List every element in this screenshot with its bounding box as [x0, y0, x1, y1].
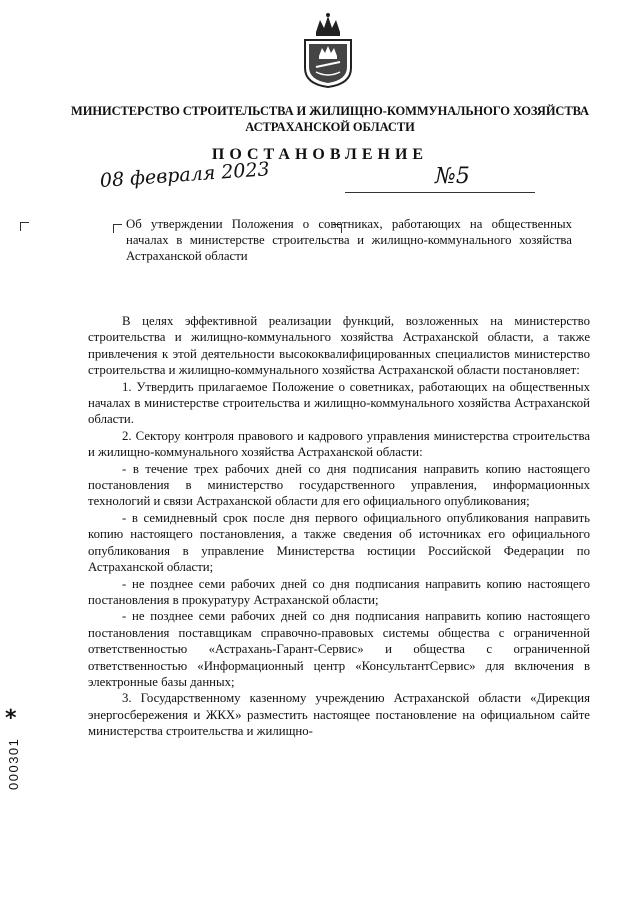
document-type: ПОСТАНОВЛЕНИЕ — [211, 146, 429, 163]
document-subject: Об утверждении Положения о советниках, работающих на общественных началах в министерстве строительства и жилищно-коммунального хозяйства Астраханской области — [126, 217, 572, 263]
number-underline — [345, 192, 535, 193]
ministry-name — [70, 103, 590, 135]
corner-mark-subject-left — [113, 224, 122, 233]
document-number: №5 — [435, 164, 470, 189]
corner-mark-left — [20, 222, 29, 231]
margin-serial-code: 000301 — [6, 737, 21, 790]
paragraph-item-2-sub-2: - в семидневный срок после дня первого официального опубликования направить копию настоящего постановления, а также сведения об источниках его официального опубликования в управление Министерства юстиции Российской Федерации по Астраханской области; — [88, 510, 590, 575]
ministry-line-1: МИНИСТЕРСТВО СТРОИТЕЛЬСТВА И ЖИЛИЩНО-КОММУНАЛЬНОГО ХОЗЯЙСТВА — [71, 104, 589, 118]
document-body — [88, 313, 590, 740]
paragraph-item-2: 2. Сектору контроля правового и кадрового управления министерства строительства и жилищно-коммунального хозяйства Астраханской области: — [88, 428, 590, 460]
paragraph-item-2-sub-1: - в течение трех рабочих дней со дня подписания направить копию настоящего постановления в министерство государственного управления, информационных технологий и связи Астраханской области для его официального опубликования; — [88, 461, 590, 509]
document-date: 08 февраля 2023 — [99, 158, 271, 192]
paragraph-preamble: В целях эффективной реализации функций, возложенных на министерство строительства и жилищно-коммунального хозяйства Астраханской области, а также привлечения к этой деятельности высококвалифицированных специалистов министерство строительства и жилищно-коммунального хозяйства Астраханской области постановляет: — [88, 314, 590, 378]
paragraph-item-3: 3. Государственному казенному учреждению Астраханской области «Дирекция энергосбережения и ЖКХ» разместить настоящее постановление на официальном сайте министерства строительства и жилищно- — [88, 691, 590, 739]
paragraph-item-1: 1. Утвердить прилагаемое Положение о советниках, работающих на общественных началах в министерстве строительства и жилищно-коммунального хозяйства Астраханской области. — [88, 379, 590, 427]
paragraph-item-2-sub-4: - не позднее семи рабочих дней со дня подписания направить копию настоящего постановления поставщикам справочно-правовых системы общества с ограниченной ответственностью «Астрахань-Гарант-Сервис» и общества с ограниченной ответственностью «Информационный центр «КонсультантСервис» для включения в электронные базы данных; — [88, 609, 590, 689]
margin-star-mark: * — [5, 706, 17, 731]
coat-of-arms-icon — [302, 12, 354, 88]
paragraph-item-2-sub-3: - не позднее семи рабочих дней со дня подписания направить копию настоящего постановления в прокуратуру Астраханской области; — [88, 576, 590, 607]
ministry-line-2: АСТРАХАНСКОЙ ОБЛАСТИ — [245, 120, 415, 134]
